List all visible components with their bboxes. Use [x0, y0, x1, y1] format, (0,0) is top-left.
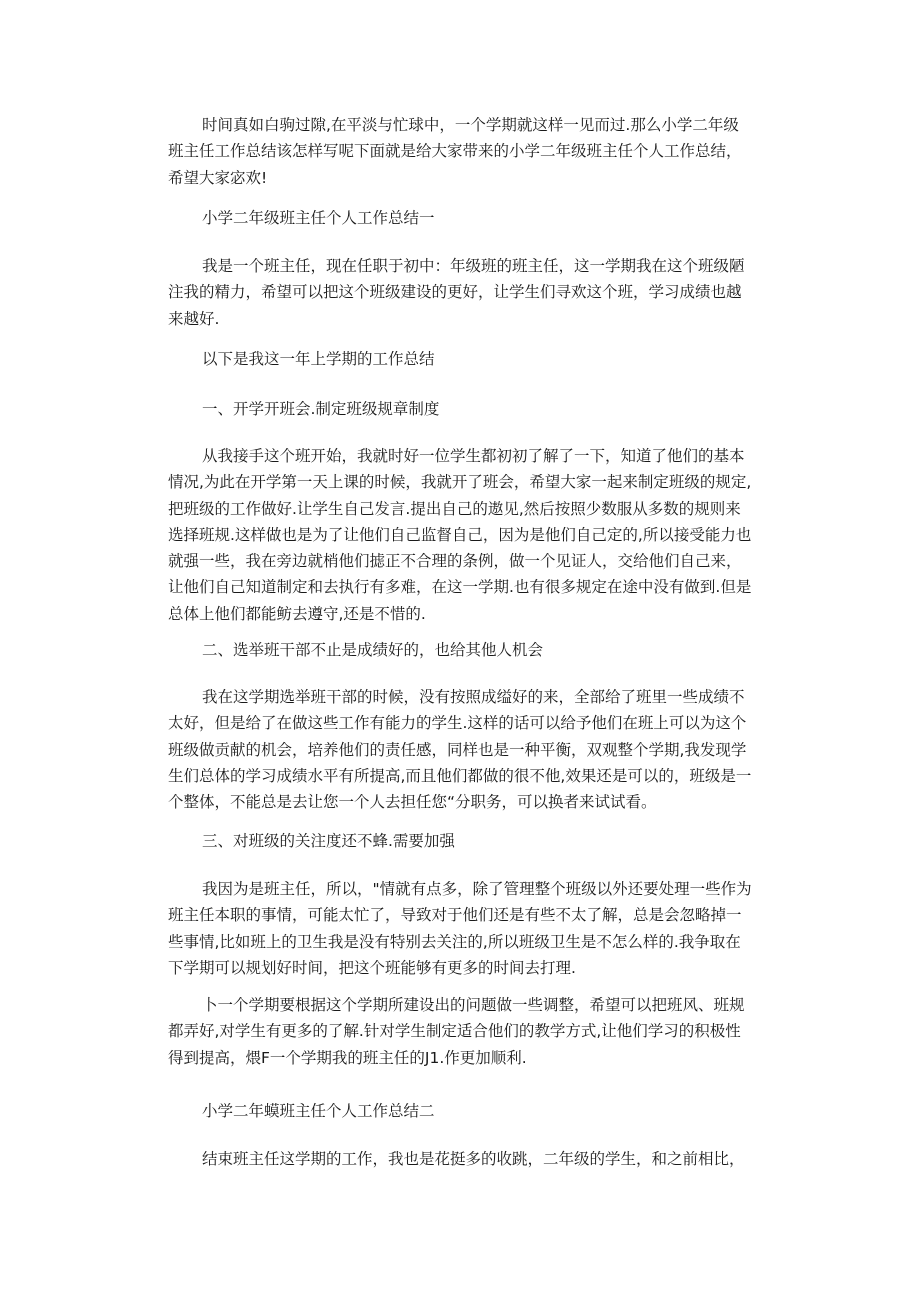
section-heading-summary-two: 小学二年蟆班主任个人工作总结二: [202, 1102, 435, 1120]
body-paragraph: 结束班主任这学期的工作，我也是花挺多的收跳，二年级的学生，和之前相比，: [202, 1150, 745, 1168]
section-heading-part-two: 二、选举班干部不止是成绩好的，也给其他人机会: [202, 641, 544, 659]
intro-paragraph: 时间真如白驹过隙,在平淡与忙球中，一个学期就这样一见而过.那么小学二年级班主任工作总结该怎样写呢下面就是给大家带来的小学二年级班主任个人工作总结，希望大家宓欢!: [168, 116, 742, 187]
section-heading-part-three: 三、对班级的关注度还不蜂.需要加强: [202, 832, 455, 850]
body-paragraph: 我是一个班主任，现在任职于初中：年级班的班主任，这一学期我在这个班级陋注我的精力，希望可以把这个班级建设的更好，让学生们寻欢这个班，学习成绩也越来越好.: [168, 257, 745, 328]
body-paragraph: 从我接手这个班开始，我就时好一位学生都初初了解了一下，知道了他们的基本情况,为此在开学第一天上课的时候，我就开了班会，希望大家一起来制定班级的规定,把班级的工作做好.让学生自己发言.提出自己的遨见,然后按照少数服从多数的规则来选择班规.这样做也是为了让他们自己监督自己，因为是他们自己定的,所以接受能力也就强一些，我在旁边就梢他们摅正不合理的条例，做一个见证人，交给他们自己来，让他们自己知道制定和去执行有多难，在这一学期.也有很多规定在途中没有做到.但是总体上他们都能鲂去遵守,还是不惜的.: [168, 447, 752, 623]
section-heading: 以下是我这一年上学期的工作总结: [202, 350, 435, 368]
body-paragraph: 卜一个学期要根据这个学期所建设出的问题做一些调整，希望可以把班风、班规都弄好,对学生有更多的了解.针对学生制定适合他们的教学方式,让他们学习的积极性得到提高，煨F一个学期我的班主任的J1.作更加顺利.: [168, 996, 745, 1067]
section-heading-part-one: 一、开学开班会.制定班级规章制度: [202, 400, 440, 418]
section-heading-summary-one: 小学二年级班主任个人工作总结一: [202, 209, 435, 227]
body-paragraph: 我因为是班主任，所以，"情就有点多，除了管理整个班级以外还要处理一些作为班主任本职的事情，可能太忙了，导致对于他们还是有些不太了解，总是会忽略掉一些事情,比如班上的卫生我是没有特别去关注的,所以班级卫生是不怎么样的.我争取在下学期可以规划好时间，把这个班能够有更多的时间去打理.: [168, 880, 752, 977]
body-paragraph: 我在这学期选举班干部的时候，没有按照成缢好的来，全部给了班里一些成绩不太好，但是给了在做这些工作有能力的学生.这样的话可以给予他们在班上可以为这个班级做贡献的机会，培养他们的责任感，同样也是一种平衡，双观整个学期,我发现学生们总体的学习成绩水平有所提高,而且他们都做的很不他,效果还是可以的，班级是一个整体，不能总是去让您一个人去担任您“分职务，可以换者来试试看。: [168, 688, 752, 812]
